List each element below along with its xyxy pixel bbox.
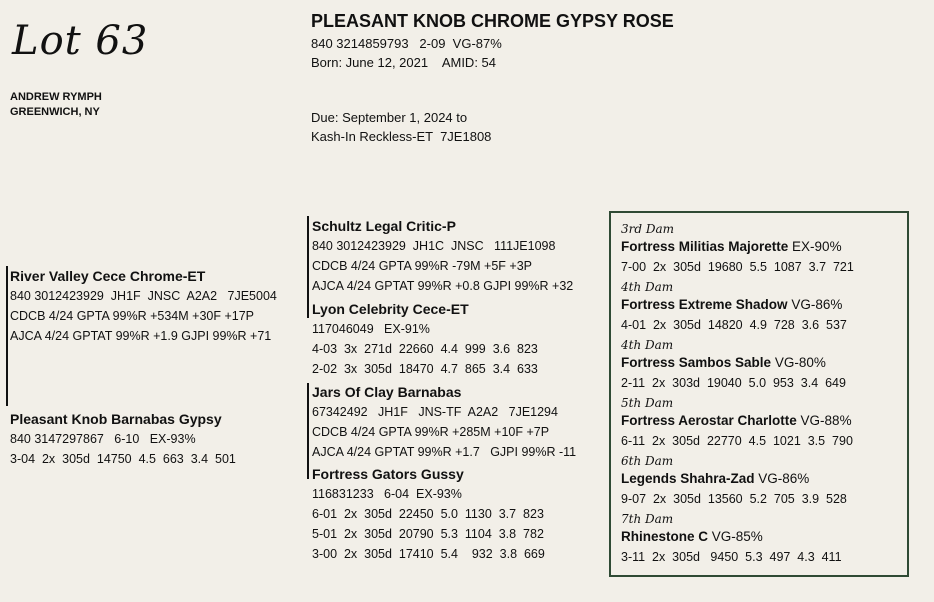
sire-sire-line: AJCA 4/24 GPTAT 99%R +0.8 GJPI 99%R +32: [312, 279, 574, 293]
sire-name: River Valley Cece Chrome-ET: [10, 268, 206, 284]
dam-dam-block: [312, 464, 545, 564]
dam-name: Pleasant Knob Barnabas Gypsy: [10, 411, 222, 427]
consignor: [10, 90, 102, 120]
dam-generation-record: 3-11 2x 305d 9450 5.3 497 4.3 411: [621, 550, 842, 564]
female-line-entry: [621, 395, 905, 451]
dam-generation-record: 7-00 2x 305d 19680 5.5 1087 3.7 721: [621, 260, 854, 274]
sire-dam-name: Lyon Celebrity Cece-ET: [312, 301, 469, 317]
sire-dam-block: [312, 299, 538, 379]
dam-generation-name: Fortress Extreme Shadow VG-86%: [621, 297, 843, 312]
dam-generation-name: Rhinestone C VG-85%: [621, 529, 763, 544]
due-service-sire: Kash-In Reckless-ET 7JE1808: [311, 129, 492, 144]
dam-sire-line: AJCA 4/24 GPTAT 99%R +1.7 GJPI 99%R -11: [312, 445, 577, 459]
lot-number: Lot 63: [12, 18, 149, 64]
dam-generation-record: 9-07 2x 305d 13560 5.2 705 3.9 528: [621, 492, 847, 506]
consignor-name: ANDREW RYMPH: [10, 91, 102, 103]
dam-sire-line: CDCB 4/24 GPTA 99%R +285M +10F +7P: [312, 425, 550, 439]
female-line-entry: [621, 221, 905, 277]
sire-dam-line: 2-02 3x 305d 18470 4.7 865 3.4 633: [312, 362, 538, 376]
dam-generation-name: Legends Shahra-Zad VG-86%: [621, 471, 810, 486]
sire-line: AJCA 4/24 GPTAT 99%R +1.9 GJPI 99%R +71: [10, 329, 272, 343]
dam-generation-label: 5th Dam: [621, 396, 674, 410]
sire-dam-line: 117046049 EX-91%: [312, 322, 430, 336]
female-line-entry: [621, 279, 905, 335]
dam-dam-line: 5-01 2x 305d 20790 5.3 1104 3.8 782: [312, 527, 544, 541]
sire-sire-block: [312, 216, 573, 296]
female-line-entry: [621, 453, 905, 509]
due-date: Due: September 1, 2024 to: [311, 110, 468, 125]
dam-generation-label: 4th Dam: [621, 338, 674, 352]
dam-generation-label: 6th Dam: [621, 454, 674, 468]
female-line-list: [621, 221, 905, 567]
pedigree-line-sire: [307, 216, 309, 318]
due-info: [311, 108, 491, 146]
dam-generation-label: 3rd Dam: [621, 222, 675, 236]
animal-registration: 840 3214859793 2-09 VG-87%: [311, 36, 502, 51]
dam-dam-line: 116831233 6-04 EX-93%: [312, 487, 462, 501]
dam-sire-line: 67342492 JH1F JNS-TF A2A2 7JE1294: [312, 405, 558, 419]
female-line-entry: [621, 511, 905, 567]
sire-sire-line: CDCB 4/24 GPTA 99%R -79M +5F +3P: [312, 259, 533, 273]
sire-dam-line: 4-03 3x 271d 22660 4.4 999 3.6 823: [312, 342, 538, 356]
dam-dam-name: Fortress Gators Gussy: [312, 466, 464, 482]
dam-dam-line: 3-00 2x 305d 17410 5.4 932 3.8 669: [312, 547, 545, 561]
dam-line: 840 3147297867 6-10 EX-93%: [10, 432, 196, 446]
female-line-entry: [621, 337, 905, 393]
sire-line: CDCB 4/24 GPTA 99%R +534M +30F +17P: [10, 309, 254, 323]
pedigree-line-dam: [307, 383, 309, 479]
dam-sire-block: [312, 382, 576, 462]
animal-info: [311, 34, 502, 72]
dam-line: 3-04 2x 305d 14750 4.5 663 3.4 501: [10, 452, 236, 466]
dam-sire-name: Jars Of Clay Barnabas: [312, 384, 462, 400]
sire-line: 840 3012423929 JH1F JNSC A2A2 7JE5004: [10, 289, 277, 303]
dam-generation-record: 6-11 2x 305d 22770 4.5 1021 3.5 790: [621, 434, 853, 448]
pedigree-line-left: [6, 266, 8, 406]
dam-generation-record: 2-11 2x 303d 19040 5.0 953 3.4 649: [621, 376, 846, 390]
dam-generation-name: Fortress Aerostar Charlotte VG-88%: [621, 413, 852, 428]
dam-generation-name: Fortress Sambos Sable VG-80%: [621, 355, 826, 370]
sire-sire-name: Schultz Legal Critic-P: [312, 218, 456, 234]
dam-generation-name: Fortress Militias Majorette EX-90%: [621, 239, 842, 254]
dam-block: [10, 409, 236, 469]
sire-block: [10, 266, 277, 346]
dam-generation-label: 4th Dam: [621, 280, 674, 294]
dam-dam-line: 6-01 2x 305d 22450 5.0 1130 3.7 823: [312, 507, 544, 521]
sire-sire-line: 840 3012423929 JH1C JNSC 111JE1098: [312, 239, 556, 253]
dam-generation-label: 7th Dam: [621, 512, 674, 526]
consignor-location: GREENWICH, NY: [10, 106, 100, 118]
dam-generation-record: 4-01 2x 305d 14820 4.9 728 3.6 537: [621, 318, 847, 332]
animal-born: Born: June 12, 2021 AMID: 54: [311, 55, 497, 70]
animal-name: PLEASANT KNOB CHROME GYPSY ROSE: [311, 11, 674, 31]
